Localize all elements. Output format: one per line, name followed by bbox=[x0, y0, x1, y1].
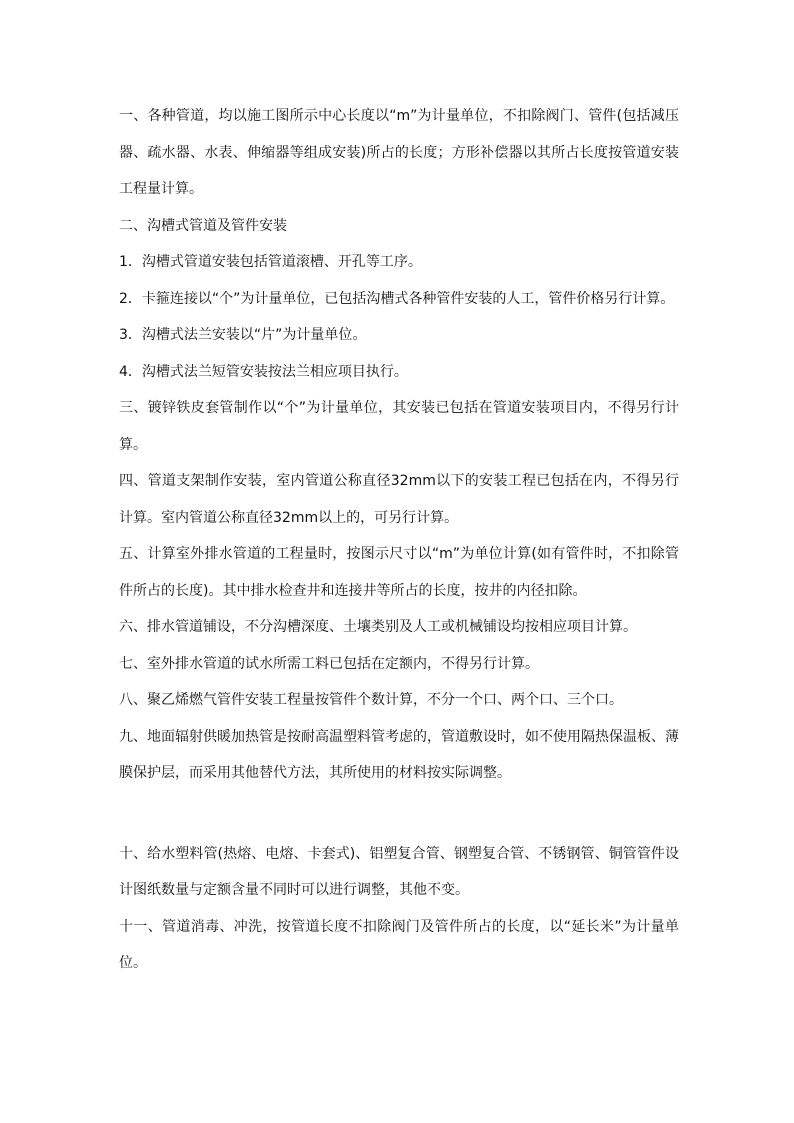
paragraph-8: 四、管道支架制作安装，室内管道公称直径32mm以下的安装工程已包括在内，不得另行计算。室内管道公称直径32mm以上的，可另行计算。 bbox=[119, 473, 679, 526]
paragraph-7: 三、镀锌铁皮套管制作以“个”为计量单位，其安装已包括在管道安装项目内，不得另行计算。 bbox=[119, 400, 679, 453]
paragraph-15: 十一、管道消毒、冲洗，按管道长度不扣除阀门及管件所占的长度，以“延长米”为计量单位。 bbox=[119, 918, 679, 971]
paragraph-10: 六、排水管道铺设，不分沟槽深度、土壤类别及人工或机械铺设均按相应项目计算。 bbox=[119, 619, 637, 635]
paragraph-14: 十、给水塑料管(热熔、电熔、卡套式)、铝塑复合管、钢塑复合管、不锈钢管、铜管管件设计图纸数量与定额含量不同时可以进行调整，其他不变。 bbox=[119, 845, 679, 898]
paragraph-11: 七、室外排水管道的试水所需工料已包括在定额内，不得另行计算。 bbox=[119, 655, 539, 672]
paragraph-9: 五、计算室外排水管道的工程量时，按图示尺寸以“m”为单位计算(如有管件时，不扣除管件所占的长度)。其中排水检查井和连接井等所占的长度，按井的内径扣除。 bbox=[119, 546, 679, 599]
paragraph-4: 2．卡箍连接以“个”为计量单位，已包括沟槽式各种管件安装的人工，管件价格另行计算。 bbox=[119, 290, 675, 307]
paragraph-2: 二、沟槽式管道及管件安装 bbox=[119, 217, 287, 234]
paragraph-3: 1．沟槽式管道安装包括管道滚槽、开孔等工序。 bbox=[119, 254, 422, 270]
paragraph-12: 八、聚乙烯燃气管件安装工程量按管件个数计算，不分一个口、两个口、三个口。 bbox=[119, 692, 623, 708]
paragraph-13: 九、地面辐射供暖加热管是按耐高温塑料管考虑的，管道敷设时，如不使用隔热保温板、薄膜保护层，而采用其他替代方法，其所使用的材料按实际调整。 bbox=[119, 728, 679, 781]
paragraph-5: 3．沟槽式法兰安装以“片”为计量单位。 bbox=[119, 327, 367, 343]
document-body bbox=[119, 98, 679, 982]
blank-spacer bbox=[119, 792, 679, 836]
paragraph-6: 4．沟槽式法兰短管安装按法兰相应项目执行。 bbox=[119, 363, 408, 380]
paragraph-1: 一、各种管道，均以施工图所示中心长度以“m”为计量单位，不扣除阀门、管件(包括减压器、疏水器、水表、伸缩器等组成安装)所占的长度；方形补偿器以其所占长度按管道安装工程量计算。 bbox=[119, 108, 679, 197]
